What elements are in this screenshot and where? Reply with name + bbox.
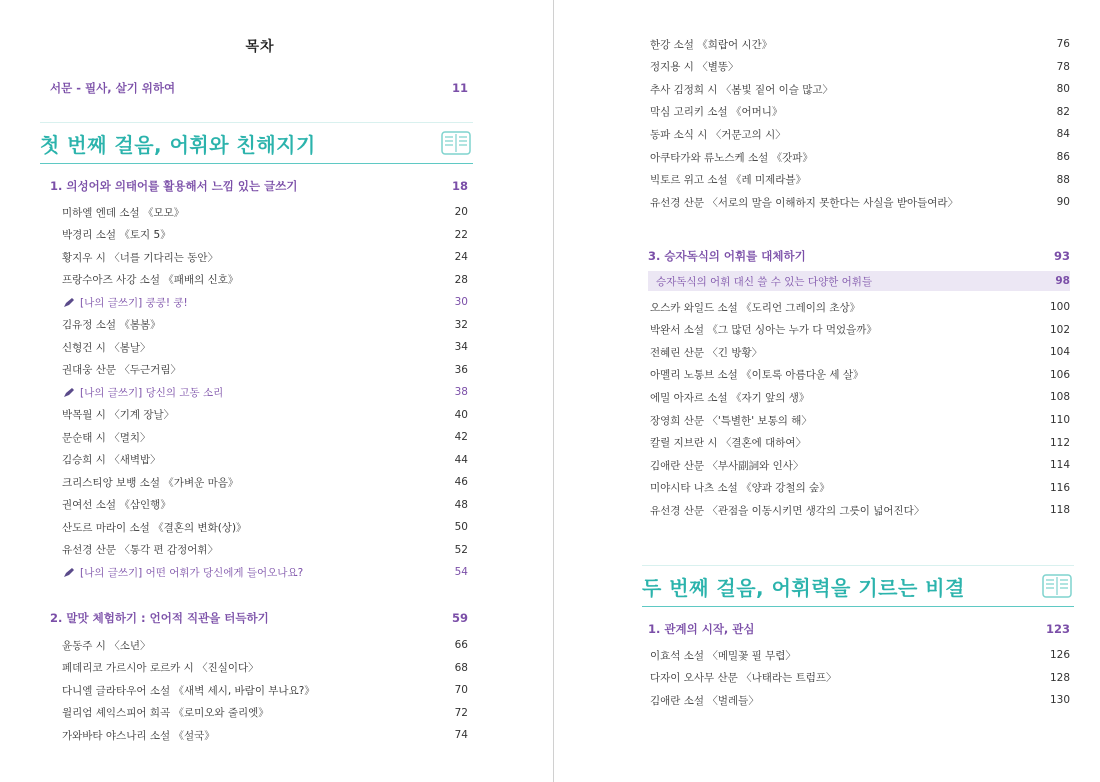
toc-entry[interactable] (650, 433, 1070, 453)
entry-title: 윤동주 시 〈소년〉 (62, 639, 151, 652)
chapter2-title: 2. 말맛 체험하기 : 언어적 직관을 터득하기 (50, 611, 269, 625)
entry-page: 24 (454, 251, 468, 263)
entry-title: 장영희 산문 〈'특별한' 보통의 해〉 (650, 414, 812, 427)
entry-page: 28 (454, 273, 468, 286)
entry-page: 40 (454, 408, 468, 421)
toc-entry[interactable] (650, 102, 1070, 122)
entry-title: 미야시타 나츠 소설 《양과 강철의 숲》 (650, 482, 830, 495)
entry-page: 84 (1056, 128, 1070, 141)
entry-title: 오스카 와일드 소설 《도리언 그레이의 초상》 (650, 301, 861, 314)
entry-title: 김애란 산문 〈부사副詞와 인사〉 (650, 459, 804, 472)
entry-title: 한강 소설 《희랍어 시간》 (650, 38, 773, 51)
entry-page: 128 (1049, 671, 1070, 684)
toc-entry[interactable] (62, 247, 468, 267)
entry-page: 30 (454, 296, 468, 308)
toc-entry[interactable] (62, 540, 468, 560)
chapter3-heading[interactable] (648, 246, 1070, 266)
toc-entry[interactable] (62, 703, 468, 723)
entry-title: [나의 글쓰기] 어떤 어휘가 당신에게 들어오나요? (80, 566, 304, 579)
toc-entry[interactable] (650, 342, 1070, 362)
toc-entry[interactable] (650, 668, 1070, 688)
entry-title: 전혜린 산문 〈긴 방황〉 (650, 346, 763, 359)
entry-title: 추사 김정희 시 〈봄빛 짙어 이슬 많고〉 (650, 83, 834, 96)
toc-entry[interactable] (650, 192, 1070, 212)
toc-title: 목차 (245, 39, 275, 55)
entry-page: 88 (1056, 173, 1070, 186)
entry-page: 34 (454, 341, 468, 353)
toc-entry[interactable] (650, 320, 1070, 340)
entry-page: 50 (454, 521, 468, 533)
part2-title: 두 번째 걸음, 어휘력을 기르는 비결 (642, 576, 965, 600)
pencil-icon (62, 567, 76, 579)
entry-page: 116 (1049, 481, 1070, 494)
entry-page: 44 (454, 453, 468, 466)
entry-page: 130 (1049, 694, 1070, 707)
toc-entry[interactable] (62, 517, 468, 537)
entry-title: 유선경 산문 〈서로의 말을 이해하지 못한다는 사실을 받아들여라〉 (650, 196, 959, 209)
entry-page: 46 (454, 476, 468, 488)
entry-page: 74 (454, 729, 468, 741)
page-gutter (553, 0, 554, 782)
chapter3-sub-title: 승자독식의 어휘 대신 쓸 수 있는 다양한 어휘들 (656, 275, 873, 288)
entry-page: 72 (454, 706, 468, 719)
entry-page: 112 (1049, 436, 1070, 449)
entry-page: 126 (1049, 649, 1070, 661)
toc-entry[interactable] (62, 658, 468, 678)
chapter3-title: 3. 승자독식의 어휘를 대체하기 (648, 249, 806, 263)
toc-entry[interactable] (650, 690, 1070, 710)
chapter2-heading[interactable] (50, 608, 468, 628)
toc-entry[interactable] (650, 297, 1070, 317)
entry-title: 문순태 시 〈멸치〉 (62, 431, 151, 444)
entry-page: 22 (454, 228, 468, 241)
toc-entry[interactable] (62, 202, 468, 222)
toc-entry[interactable] (62, 225, 468, 245)
entry-title: 아쿠타가와 류노스케 소설 《갓파》 (650, 151, 813, 164)
entry-page: 76 (1056, 38, 1070, 50)
chapter1-heading[interactable] (50, 176, 468, 196)
toc-entry[interactable] (650, 500, 1070, 520)
entry-title: 신형건 시 〈봄날〉 (62, 341, 151, 354)
entry-page: 108 (1049, 391, 1070, 404)
entry-title: 윌리엄 셰익스피어 희곡 《로미오와 줄리엣》 (62, 707, 269, 719)
entry-title: 아멜리 노통브 소설 《이토록 아름다운 세 살》 (650, 369, 864, 382)
toc-entry[interactable] (62, 427, 468, 447)
entry-page: 20 (454, 206, 468, 218)
entry-title: 페데리코 가르시아 로르카 시 〈진실이다〉 (62, 662, 259, 674)
entry-page: 32 (454, 318, 468, 331)
preface-entry[interactable] (50, 78, 468, 98)
entry-title: 이효석 소설 〈메밀꽃 필 무렵〉 (650, 649, 796, 662)
entry-title: 크리스티앙 보뱅 소설 《가벼운 마음》 (62, 476, 239, 489)
entry-page: 52 (454, 543, 468, 556)
entry-page: 78 (1056, 60, 1070, 73)
chapter4-page: 123 (1045, 622, 1070, 636)
toc-entry[interactable] (650, 147, 1070, 167)
entry-title: 김애란 소설 〈벌레들〉 (650, 694, 759, 707)
entry-title: 황지우 시 〈너를 기다리는 동안〉 (62, 251, 219, 264)
toc-entry[interactable] (650, 410, 1070, 430)
entry-page: 110 (1049, 414, 1070, 426)
toc-entry[interactable] (650, 34, 1070, 54)
toc-entry[interactable] (62, 405, 468, 425)
toc-entry[interactable] (62, 725, 468, 745)
entry-page: 114 (1049, 459, 1070, 472)
entry-title: 김유정 소설 《봄봄》 (62, 319, 161, 331)
entry-page: 118 (1049, 504, 1070, 517)
entry-title: 빅토르 위고 소설 《레 미제라블》 (650, 174, 807, 187)
entry-page: 90 (1056, 196, 1070, 209)
entry-title: 다니엘 글라타우어 소설 《새벽 세시, 바람이 부나요?》 (62, 684, 315, 697)
entry-title: 프랑수아즈 사강 소설 《패배의 신호》 (62, 274, 239, 286)
toc-entry[interactable] (62, 270, 468, 290)
part1-header (40, 122, 473, 164)
entry-title: 가와바타 야스나리 소설 《설국》 (62, 729, 215, 742)
entry-title: 정지용 시 〈별똥〉 (650, 61, 739, 74)
toc-entry[interactable] (62, 450, 468, 470)
entry-page: 36 (454, 363, 468, 376)
entry-page: 70 (454, 684, 468, 696)
preface-page: 11 (451, 81, 468, 95)
toc-entry[interactable] (650, 455, 1070, 475)
chapter2-page: 59 (451, 611, 468, 625)
entry-page: 82 (1056, 105, 1070, 118)
entry-title: 박완서 소설 《그 많던 싱아는 누가 다 먹었을까》 (650, 324, 877, 337)
entry-title: 김승희 시 〈새벽밥〉 (62, 454, 161, 466)
entry-page: 86 (1056, 151, 1070, 163)
entry-title: 미하엘 엔데 소설 《모모》 (62, 206, 185, 219)
entry-title: 막심 고리키 소설 《어머니》 (650, 106, 783, 119)
writing-exercise-entry[interactable] (62, 292, 468, 312)
entry-title: 유선경 산문 〈관점을 이동시키면 생각의 그릇이 넓어진다〉 (650, 504, 925, 517)
entry-page: 80 (1056, 83, 1070, 96)
open-book-icon (441, 128, 471, 156)
entry-title: 산도르 마라이 소설 《결혼의 변화(상)》 (62, 521, 247, 534)
preface-title: 서문 - 필사, 살기 위하여 (50, 81, 176, 95)
entry-title: 동파 소식 시 〈거문고의 시〉 (650, 128, 786, 141)
entry-title: 박경리 소설 《토지 5》 (62, 229, 171, 241)
entry-title: 유선경 산문 〈통각 편 감정어휘〉 (62, 544, 219, 556)
entry-title: [나의 글쓰기] 쿵쿵! 쿵! (80, 296, 188, 309)
entry-title: 칼릴 지브란 시 〈결혼에 대하여〉 (650, 437, 807, 450)
chapter1-page: 18 (451, 179, 468, 193)
entry-page: 66 (454, 639, 468, 651)
entry-page: 104 (1049, 346, 1070, 359)
entry-title: 권여선 소설 《삼인행》 (62, 499, 171, 511)
part1-title: 첫 번째 걸음, 어휘와 친해지기 (40, 133, 316, 157)
right-page (556, 0, 1100, 782)
chapter4-heading[interactable] (648, 619, 1070, 639)
entry-title: [나의 글쓰기] 당신의 고동 소리 (80, 386, 224, 399)
entry-title: 박목월 시 〈기계 장날〉 (62, 409, 175, 421)
chapter1-title: 1. 의성어와 의태어를 활용해서 느낌 있는 글쓰기 (50, 179, 298, 193)
toc-entry[interactable] (62, 635, 468, 655)
entry-page: 68 (454, 661, 468, 674)
toc-entry[interactable] (62, 315, 468, 335)
toc-entry[interactable] (650, 645, 1070, 665)
entry-page: 102 (1049, 323, 1070, 336)
entry-page: 48 (454, 498, 468, 511)
writing-exercise-entry[interactable] (62, 562, 468, 582)
open-book-icon (1042, 571, 1072, 599)
chapter4-title: 1. 관계의 시작, 관심 (648, 622, 755, 636)
writing-exercise-entry[interactable] (62, 382, 468, 402)
toc-entry[interactable] (650, 170, 1070, 190)
entry-title: 에밀 아자르 소설 《자기 앞의 생》 (650, 391, 810, 404)
toc-entry[interactable] (62, 495, 468, 515)
toc-entry[interactable] (650, 79, 1070, 99)
toc-entry[interactable] (62, 472, 468, 492)
chapter3-subheading[interactable] (648, 271, 1070, 291)
toc-entry[interactable] (650, 478, 1070, 498)
part2-header (642, 565, 1074, 607)
chapter3-sub-page: 98 (1055, 275, 1070, 287)
entry-title: 다자이 오사무 산문 〈나태라는 트럼프〉 (650, 672, 837, 685)
entry-page: 42 (454, 431, 468, 443)
toc-entry[interactable] (650, 387, 1070, 407)
entry-title: 권대웅 산문 〈두근거림〉 (62, 364, 181, 376)
pencil-icon (62, 387, 76, 399)
toc-entry[interactable] (650, 365, 1070, 385)
pencil-icon (62, 297, 76, 309)
toc-entry[interactable] (650, 57, 1070, 77)
entry-page: 38 (454, 386, 468, 398)
entry-page: 54 (454, 566, 468, 578)
toc-entry[interactable] (62, 337, 468, 357)
toc-entry[interactable] (62, 680, 468, 700)
chapter3-page: 93 (1053, 249, 1070, 263)
toc-entry[interactable] (62, 360, 468, 380)
entry-page: 106 (1049, 368, 1070, 381)
toc-entry[interactable] (650, 124, 1070, 144)
entry-page: 100 (1049, 301, 1070, 313)
